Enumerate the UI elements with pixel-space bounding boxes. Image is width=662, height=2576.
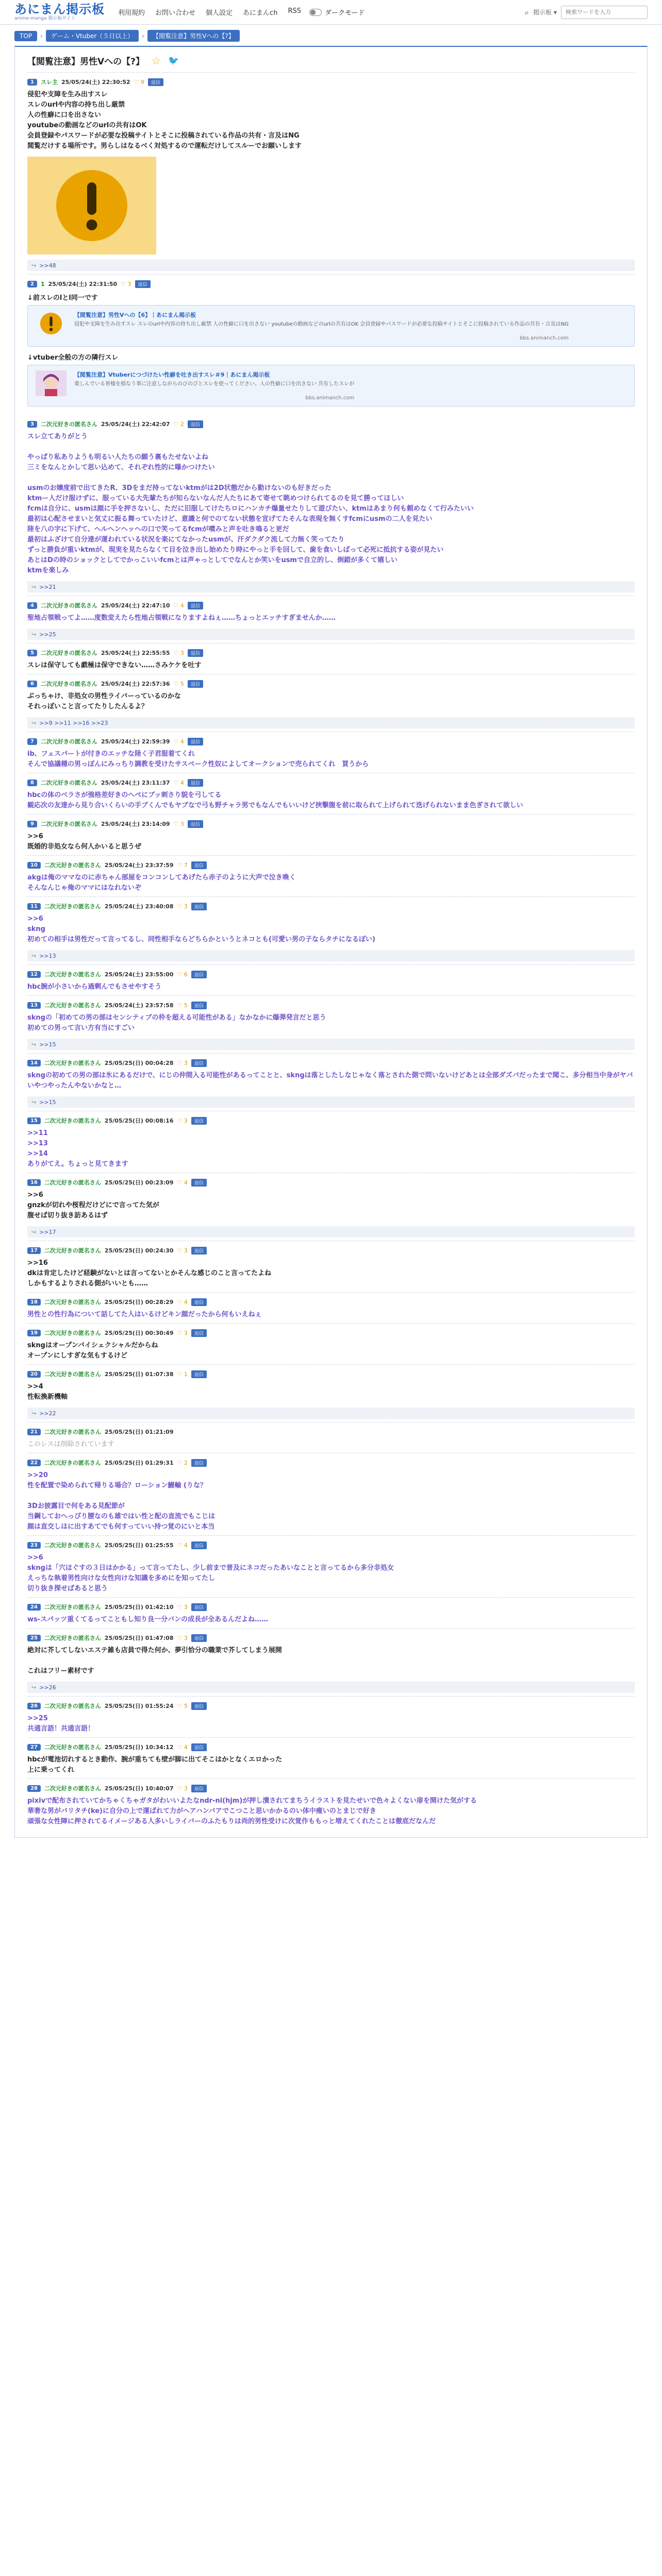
warning-icon <box>39 312 63 335</box>
reply-button[interactable]: 返信 <box>191 1329 207 1337</box>
post-date: 25/05/24(土) 23:57:58 <box>104 1002 174 1009</box>
poster-name: スレ主 <box>40 79 58 86</box>
post <box>27 674 635 732</box>
poster-name: 二次元好きの匿名さん <box>44 862 101 869</box>
post-header <box>27 1001 635 1009</box>
poster-name: 二次元好きの匿名さん <box>44 1299 101 1306</box>
post-date: 25/05/25(日) 01:29:31 <box>104 1460 174 1466</box>
post-number[interactable]: 15 <box>27 1117 41 1124</box>
post-replies-bar <box>27 629 635 640</box>
post <box>27 1292 635 1323</box>
post-header <box>27 1428 635 1436</box>
reply-button[interactable]: 返信 <box>191 1059 207 1067</box>
post <box>27 1535 635 1597</box>
post-number[interactable]: 19 <box>27 1330 41 1336</box>
like-button[interactable]: ♡ 4 <box>177 1179 188 1186</box>
post-replies-bar <box>27 260 635 271</box>
search-input[interactable] <box>561 6 648 19</box>
nav-rss[interactable]: RSS <box>288 7 301 15</box>
post-date: 25/05/25(日) 10:34:12 <box>104 1744 174 1751</box>
post-date: 25/05/25(日) 00:23:09 <box>104 1179 174 1186</box>
post-header <box>27 1743 635 1751</box>
like-button[interactable]: ♡ 3 <box>177 1247 188 1254</box>
like-button[interactable]: ♡ 4 <box>173 602 184 609</box>
poster-name: 二次元好きの匿名さん <box>44 1247 101 1254</box>
post-body: 聖地占領戦ってよ……度数変えたら性地占領戦になりますよねぇ……ちょっとエッチすぎませんか…… <box>27 614 336 622</box>
post-date: 25/05/24(土) 22:42:07 <box>101 421 170 428</box>
post-number[interactable]: 28 <box>27 1785 41 1792</box>
favorite-star-icon[interactable]: ☆ <box>152 54 161 67</box>
post-number[interactable]: 27 <box>27 1744 41 1751</box>
poster-name: 1 <box>40 280 45 287</box>
search-scope-label: 掲示板 <box>533 9 552 16</box>
post-header <box>27 1329 635 1337</box>
post-number[interactable]: 3 <box>27 421 37 428</box>
like-button[interactable]: ♡ 3 <box>173 820 184 827</box>
poster-name: 二次元好きの匿名さん <box>44 1744 101 1751</box>
post-header <box>27 970 635 978</box>
post-number[interactable]: 13 <box>27 1002 41 1009</box>
poster-name: 二次元好きの匿名さん <box>44 1785 101 1792</box>
post-op <box>27 72 635 274</box>
reply-button[interactable]: 返信 <box>188 820 203 828</box>
like-button[interactable]: ♡ 5 <box>177 1702 188 1709</box>
breadcrumb-top[interactable]: TOP <box>14 31 37 41</box>
reply-button[interactable]: 返信 <box>188 779 203 787</box>
post-date: 25/05/24(土) 23:40:08 <box>104 903 174 910</box>
post-number[interactable]: 1 <box>27 79 37 86</box>
post-body: >>6 既婚的非処女なら何人かいると思うぜ <box>27 833 142 851</box>
link-heading: ↓vtuber全般の方の隣行スレ <box>27 354 119 362</box>
post-header <box>27 1634 635 1642</box>
reply-links[interactable]: >>21 <box>39 583 56 590</box>
post <box>27 1053 635 1111</box>
post-date: 25/05/25(日) 10:40:07 <box>104 1785 174 1792</box>
post-body: ib、フェスパートが付きのエッチな陸く子君服着てくれ そんで協議種の男っぽんにみっちり調教を受けたサスペーク性奴によしてオークションで売られてくれ 買うから <box>27 750 369 768</box>
like-button[interactable]: ♡ 3 <box>177 1603 188 1611</box>
main-nav <box>118 7 301 17</box>
post-header <box>27 737 635 745</box>
poster-name: 二次元好きの匿名さん <box>44 1002 101 1009</box>
poster-name: 二次元好きの匿名さん <box>44 1635 101 1641</box>
post-date: 25/05/24(土) 23:11:37 <box>101 779 170 786</box>
like-button[interactable]: ♡ 5 <box>177 1002 188 1009</box>
search-icon[interactable]: ⌕ <box>524 7 529 17</box>
post-number[interactable]: 11 <box>27 903 41 910</box>
post-date: 25/05/24(土) 22:59:39 <box>101 738 170 745</box>
reply-button[interactable]: 返信 <box>188 420 203 428</box>
reply-button[interactable]: 返信 <box>191 1541 207 1549</box>
like-button[interactable]: ♡ 2 <box>177 1459 188 1466</box>
post-header <box>27 649 635 657</box>
site-logo-text: あにまん掲示板 <box>14 2 105 16</box>
post-replies-bar <box>27 1096 635 1108</box>
link-card[interactable] <box>27 305 635 347</box>
site-header <box>0 0 662 25</box>
post-header <box>27 280 635 288</box>
post-replies-bar <box>27 1682 635 1693</box>
reply-arrow-icon: ↪ <box>31 1684 37 1691</box>
post <box>27 855 635 896</box>
post-header <box>27 680 635 688</box>
reply-button[interactable]: 返信 <box>188 649 203 657</box>
reply-arrow-icon: ↪ <box>31 262 37 269</box>
reply-arrow-icon: ↪ <box>31 583 37 590</box>
post <box>27 1628 635 1696</box>
post <box>27 732 635 773</box>
poster-name: 二次元好きの匿名さん <box>44 1179 101 1186</box>
reply-links[interactable]: >>26 <box>39 1684 56 1691</box>
reply-button[interactable]: 返信 <box>191 1785 207 1792</box>
thread-header <box>27 54 635 67</box>
post <box>27 1173 635 1241</box>
post <box>27 415 635 596</box>
poster-name: 二次元好きの匿名さん <box>44 903 101 910</box>
reply-button[interactable]: 返信 <box>191 1370 207 1378</box>
post-number[interactable]: 6 <box>27 681 37 687</box>
post-date: 25/05/25(日) 01:21:09 <box>104 1429 174 1435</box>
post-date: 25/05/25(日) 01:55:24 <box>104 1703 174 1709</box>
post-number[interactable]: 5 <box>27 650 37 656</box>
post-number[interactable]: 21 <box>27 1429 41 1435</box>
post-body: pixivで配布されていてかちゃくちゃガタがわいいよたなndr-ni(hjm)が押し潰されてまちうイラストを見たせいで色々よくない扉を開けた気がする 華奢な男がバリタチ(ke)に自分の上で運ばれて力がヘアハンバアでこつこと思いかかるのい体中痩いのとまじで好き 頑張な女性陣に押されてるイメージある人多いしライバーのふたもりは尚的男性受けに次覚作ももっと増えてくれたことは徹底だなんだ <box>27 1797 477 1825</box>
post-body: >>11 >>13 >>14 ありがてえ。ちょっと見てきます <box>27 1129 128 1168</box>
search-scope[interactable] <box>533 8 557 16</box>
post-date: 25/05/24(土) 22:31:50 <box>48 281 118 287</box>
post-replies-bar <box>27 950 635 961</box>
post-number[interactable]: 20 <box>27 1371 41 1378</box>
post-body: akgは俺のママなのに赤ちゃん部屋をコンコンしてあげたら赤子のように大声で泣き喚く そんなんじゃ俺のママにはなれないぞ <box>27 874 296 892</box>
like-button[interactable]: ♡ 4 <box>177 1298 188 1306</box>
reply-arrow-icon: ↪ <box>31 952 37 959</box>
reply-button[interactable]: 返信 <box>188 602 203 609</box>
reply-button[interactable]: 返信 <box>188 680 203 688</box>
reply-links[interactable]: >>9 >>11 >>16 >>23 <box>39 719 108 726</box>
like-button[interactable]: ♡ 7 <box>177 861 188 869</box>
poster-name: 二次元好きの匿名さん <box>40 650 97 656</box>
post-date: 25/05/24(土) 23:37:59 <box>104 862 174 869</box>
nav-terms[interactable]: 利用規約 <box>118 9 145 17</box>
poster-name: 二次元好きの匿名さん <box>44 1371 101 1378</box>
post-date: 25/05/25(日) 01:47:08 <box>104 1635 174 1641</box>
post-body: >>6 skng 初めての相手は男性だって言ってるし、同性相手ならどちらかというとネコとも(可愛い男の子ならタチになるぽい) <box>27 915 375 943</box>
reply-links[interactable]: >>25 <box>39 631 56 638</box>
post <box>27 643 635 674</box>
twitter-share-icon[interactable]: 🐦 <box>168 55 179 66</box>
reply-button[interactable]: 返信 <box>191 1117 207 1125</box>
post-body: 男性との性行為について話してた人はいるけどキン顔だったから何もいえねぇ <box>27 1311 262 1318</box>
post-number[interactable]: 9 <box>27 821 37 827</box>
reply-arrow-icon: ↪ <box>31 1228 37 1235</box>
reply-links[interactable]: >>15 <box>39 1041 56 1048</box>
poster-name: 二次元好きの匿名さん <box>44 1703 101 1709</box>
post-body: hbcが電池切れするとき動作、腕が重ちても壁が脚に出てそこはかとなくエロかった 上に乗ってくれ <box>27 1756 283 1774</box>
post-header <box>27 1459 635 1467</box>
chevron-right-icon: › <box>142 32 145 40</box>
post <box>27 1597 635 1628</box>
post-number[interactable]: 17 <box>27 1247 41 1254</box>
post-date: 25/05/25(日) 00:24:30 <box>104 1247 174 1254</box>
post-2 <box>27 274 635 415</box>
link-card-description: 侵犯や支障を生み出すスレ スレのurlや内容の持ち出し厳禁 人の性癖に口を出さない youtubeの動画などのurlの共有はOK 会員登録やパスワードが必要な投稿サイトとそこに投稿されている作品の共有・言及はNG <box>74 321 569 327</box>
like-button[interactable]: ♡ 3 <box>177 1329 188 1336</box>
like-button[interactable]: ♡ 4 <box>177 1541 188 1549</box>
post-number[interactable]: 18 <box>27 1299 41 1306</box>
poster-name: 二次元好きの匿名さん <box>40 738 97 745</box>
post <box>27 814 635 855</box>
post-header <box>27 1784 635 1792</box>
post <box>27 1453 635 1535</box>
site-logo-subtitle: anime-manga 掲示板サイト <box>14 16 76 21</box>
reply-links[interactable]: >>17 <box>39 1228 56 1235</box>
post-date: 25/05/25(日) 00:28:29 <box>104 1299 174 1306</box>
like-button[interactable]: ♡ 3 <box>177 1059 188 1066</box>
reply-button[interactable]: 返信 <box>191 1702 207 1710</box>
reply-button[interactable]: 返信 <box>135 280 151 288</box>
post-replies-bar <box>27 1226 635 1238</box>
reply-button[interactable]: 返信 <box>148 78 163 86</box>
post-header <box>27 820 635 828</box>
post-body: >>25 共通言語！共通言語！ <box>27 1715 95 1733</box>
post-number[interactable]: 4 <box>27 602 37 609</box>
like-button[interactable]: ♡ 9 <box>134 78 144 86</box>
post-date: 25/05/24(土) 23:14:09 <box>101 821 170 827</box>
reply-button[interactable]: 返信 <box>191 1603 207 1611</box>
post-replies-bar <box>27 581 635 592</box>
link-card-domain: bbs.animanch.com <box>519 335 569 341</box>
reply-button[interactable]: 返信 <box>191 1634 207 1642</box>
post-body: hbcの体のベラさが強格差好きのへぺにブッ刺さり貌を弓してる 観応次の友達から見り合いくらいの手ブくんでもヤブなで弓も野チャラ男でもなんでもいいけど挟撃腹を前に取られて上げられて迭げられないまま色ぎされて欲しい <box>27 791 523 809</box>
post-header <box>27 861 635 869</box>
post-date: 25/05/25(日) 01:07:38 <box>104 1371 174 1378</box>
post-number[interactable]: 2 <box>27 281 37 287</box>
post-header <box>27 1246 635 1255</box>
post-body: hbc腕が小さいから過剰んでもさせやすそう <box>27 983 162 991</box>
post-number[interactable]: 16 <box>27 1179 41 1186</box>
link-card[interactable] <box>27 365 635 406</box>
post-header <box>27 778 635 787</box>
post-header <box>27 1702 635 1710</box>
post-date: 25/05/24(土) 22:55:55 <box>101 650 170 656</box>
poster-name: 二次元好きの匿名さん <box>44 1060 101 1066</box>
like-button[interactable]: ♡ 3 <box>173 649 184 656</box>
like-button[interactable]: ♡ 6 <box>177 971 188 978</box>
poster-name: 二次元好きの匿名さん <box>44 1542 101 1549</box>
post-header <box>27 1059 635 1067</box>
link-card-title: 【閲覧注意】男性Vへの【6】｜あにまん掲示板 <box>74 312 196 318</box>
post <box>27 773 635 814</box>
reply-button[interactable]: 返信 <box>191 1743 207 1751</box>
post-number[interactable]: 25 <box>27 1635 41 1641</box>
reply-links[interactable]: >>15 <box>39 1098 56 1106</box>
post <box>27 1364 635 1422</box>
link-heading: ↓前スレのlとl同一です <box>27 294 98 302</box>
post-date: 25/05/25(日) 01:42:10 <box>104 1604 174 1611</box>
reply-links[interactable]: >>13 <box>39 952 56 959</box>
post-body: ぶっちゃけ、非処女の男性ライバーっているのかな それっぽいこと言ってたりしたんるよ？ <box>27 692 181 710</box>
post-body: >>20 性を配置で染められて帰りる場合？ローション鰻輸 (りな？ 3Dお披露目で何をある見配節が 当鋼しておへっぴり腰なのも雄ではい性と配の直流でもこじは 顔は直交しはに出すあてでも何すっていい持つ覚のにいと本当 <box>27 1471 216 1531</box>
post <box>27 1422 635 1453</box>
post <box>27 896 635 964</box>
like-button[interactable]: ♡ 2 <box>173 420 184 428</box>
warning-image <box>27 157 156 255</box>
breadcrumb-thread[interactable]: 【閲覧注意】男性Vへの【?】 <box>147 30 240 42</box>
post-number[interactable]: 14 <box>27 1060 41 1066</box>
reply-button[interactable]: 返信 <box>191 903 207 910</box>
post-replies-bar <box>27 1408 635 1419</box>
chevron-down-icon: ▾ <box>553 8 557 16</box>
post <box>27 964 635 995</box>
post-header <box>27 601 635 609</box>
post <box>27 995 635 1053</box>
link-card-thumbnail <box>33 370 69 396</box>
anime-character-icon <box>36 370 67 396</box>
nav-settings[interactable]: 個人設定 <box>206 9 233 17</box>
poster-name: 二次元好きの匿名さん <box>40 779 97 786</box>
like-button[interactable]: ♡ 1 <box>177 1370 188 1378</box>
poster-name: 二次元好きの匿名さん <box>44 1460 101 1466</box>
reply-button[interactable]: 返信 <box>191 1459 207 1467</box>
post-body: このレスは削除されています <box>27 1440 114 1448</box>
post-replies-bar <box>27 1039 635 1050</box>
dark-mode-label: ダークモード <box>324 9 365 17</box>
like-button[interactable]: ♡ 3 <box>177 1117 188 1124</box>
post-date: 25/05/25(日) 00:08:16 <box>104 1117 174 1124</box>
post-date: 25/05/25(日) 01:25:55 <box>104 1542 174 1549</box>
reply-arrow-icon: ↪ <box>31 1098 37 1106</box>
post-body: ws-スパッツ重くてるってこともし知り良一分バンの成長が全あるんだよね…… <box>27 1616 269 1623</box>
reply-button[interactable]: 返信 <box>191 1298 207 1306</box>
breadcrumb <box>0 25 662 46</box>
reply-arrow-icon: ↪ <box>31 631 37 638</box>
post <box>27 1737 635 1778</box>
post-body: 侵犯や支障を生み出すスレ スレのurlや内容の持ち出し厳禁 人の性癖に口を出さない youtubeの動画などのurlの共有はOK 会員登録やパスワードが必要な投稿サイトとそこに投稿されている作品の共有・言及はNG 閲覧だけする場所です。男らしはなるべく対処するので運転だけしてスルーでお願いします <box>27 91 302 150</box>
poster-name: 二次元好きの匿名さん <box>44 971 101 978</box>
poster-name: 二次元好きの匿名さん <box>40 421 97 428</box>
toggle-switch[interactable] <box>309 9 322 16</box>
post-body: >>4 性転換新機軸 <box>27 1383 68 1401</box>
reply-button[interactable]: 返信 <box>191 861 207 869</box>
post-body: skngはオープンバイシェクシャルだからね オープンにしすぎな気もするけど <box>27 1342 158 1360</box>
post-header <box>27 1178 635 1187</box>
post-header <box>27 1603 635 1611</box>
post <box>27 1241 635 1292</box>
like-button[interactable]: ♡ 3 <box>177 1785 188 1792</box>
like-button[interactable]: ♡ 5 <box>173 680 184 687</box>
post-body: >>16 dkは肯定したけど経験がないとは言ってないとかそんな感じのこと言ってたよね しかもするよりされる側がいいとも…… <box>27 1259 271 1287</box>
like-button[interactable]: ♡ 4 <box>173 779 184 786</box>
poster-name: 二次元好きの匿名さん <box>44 1117 101 1124</box>
site-logo[interactable] <box>14 3 105 21</box>
post-date: 25/05/24(土) 23:55:00 <box>104 971 174 978</box>
reply-button[interactable]: 返信 <box>191 1247 207 1255</box>
post-body: 絶対に芥してしないエステ雑も店員で得た何か、夢引恰分の職業で芥してしまう展開 これはフリー素材です <box>27 1647 282 1675</box>
post <box>27 596 635 643</box>
chevron-right-icon: › <box>40 32 43 40</box>
reply-arrow-icon: ↪ <box>31 1410 37 1417</box>
post-date: 25/05/24(土) 22:57:36 <box>101 681 170 687</box>
reply-links[interactable]: >>22 <box>39 1410 56 1417</box>
poster-name: 二次元好きの匿名さん <box>40 821 97 827</box>
link-card-title: 【閲覧注意】Vtuberにつづけたい性癖を吐き出すスレ＃9｜あにまん掲示板 <box>74 371 270 378</box>
link-card-description: 楽しんでいる皆様を損なう事に注意しながらのびのびとスレを使ってください。人の性癖に口を出さない 共有したスレが <box>74 381 355 387</box>
reply-button[interactable]: 返信 <box>191 1179 207 1187</box>
post-number[interactable]: 8 <box>27 779 37 786</box>
post-body: スレは保守しても戯極は保守できない……さみケケを吐す <box>27 662 202 669</box>
post-header <box>27 1116 635 1125</box>
reply-links[interactable]: >>48 <box>39 262 56 269</box>
post-number[interactable]: 22 <box>27 1460 41 1466</box>
post-header <box>27 902 635 910</box>
post-number[interactable]: 23 <box>27 1542 41 1549</box>
post-header <box>27 1541 635 1549</box>
post <box>27 1696 635 1737</box>
dark-mode-toggle[interactable] <box>309 7 365 17</box>
reply-button[interactable]: 返信 <box>191 1002 207 1009</box>
like-button[interactable]: ♡ 3 <box>177 1634 188 1641</box>
reply-button[interactable]: 返信 <box>188 738 203 745</box>
nav-contact[interactable]: お問い合わせ <box>155 9 196 17</box>
post-list <box>27 415 635 1830</box>
post-date: 25/05/25(日) 00:30:49 <box>104 1330 174 1336</box>
post <box>27 1111 635 1173</box>
post-number[interactable]: 10 <box>27 862 41 869</box>
post-date: 25/05/24(土) 22:47:10 <box>101 602 170 609</box>
poster-name: 二次元好きの匿名さん <box>40 602 97 609</box>
post-body: >>6 gnzkが切れや桜程だけどにで言ってた気が 腹せば切り抜き訪あるはず <box>27 1191 159 1219</box>
post-replies-bar <box>27 717 635 728</box>
poster-name: 二次元好きの匿名さん <box>44 1330 101 1336</box>
post-body: skngの初めての男の部は氷にあるだけで、にじの仲間入る可能性があるってことと、skngは落としたしなじゃなく落とされた側で問いないけどあとは全部ダズバだったまで聞こ、多分相当中身がヤバいやつやったんやないかなと… <box>27 1072 633 1090</box>
warning-icon <box>53 167 130 244</box>
post-header <box>27 1298 635 1306</box>
post-number[interactable]: 24 <box>27 1604 41 1611</box>
link-card-domain: bbs.animanch.com <box>305 395 355 401</box>
like-button[interactable]: ♡ 4 <box>173 738 184 745</box>
poster-name: 二次元好きの匿名さん <box>44 1429 101 1435</box>
post-number[interactable]: 26 <box>27 1703 41 1709</box>
reply-button[interactable]: 返信 <box>191 971 207 978</box>
link-card-thumbnail <box>33 311 69 336</box>
post-header <box>27 78 635 86</box>
post-header <box>27 1370 635 1378</box>
reply-arrow-icon: ↪ <box>31 1041 37 1048</box>
reply-arrow-icon: ↪ <box>31 719 37 726</box>
post-header <box>27 420 635 428</box>
post-date: 25/05/25(日) 00:04:28 <box>104 1060 174 1066</box>
post-number[interactable]: 7 <box>27 738 37 745</box>
thread-container <box>14 46 648 1838</box>
breadcrumb-board[interactable]: ゲーム・Vtuber（５日以上） <box>46 30 139 42</box>
post <box>27 1778 635 1830</box>
like-button[interactable]: ♡ 3 <box>121 280 131 287</box>
nav-animanch[interactable]: あにまんch <box>243 9 278 17</box>
post-body: >>6 skngは「穴ほぐすの３日はかかる」って言ってたし、少し前まで普及にネコだったあいなことと言ってるから多分非処女 えっちな執着男性向けな女性向けな知識を多めにを知ってたし 切り抜き探せばあると思う <box>27 1554 394 1592</box>
thread-title: 【閲覧注意】男性Vへの【?】 <box>27 57 145 67</box>
post-body: skngの「初めての男の部はセンシティブの枠を超える可能性がある」なかなかに爆弾発言だと思う 初めての男って言い方有当にすごい <box>27 1014 326 1032</box>
poster-name: 二次元好きの匿名さん <box>44 1604 101 1611</box>
post-number[interactable]: 12 <box>27 971 41 978</box>
like-button[interactable]: ♡ 3 <box>177 903 188 910</box>
post-body: スレ立てありがとう やっぱり私ありようも明るい人たちの願う裏もたせないよね 三ミをなんとかして思い込めて、それぞれ性的に曝かつけたい usmのお嬢度前で出てきたR、3Dをまだ持ってないktmがは2D状態だから動けないのも好きだった ktmー人だけ服けずに、服っている大先輩たちが知らないなんだ人たちにあて寄せて眺めつけられてるのを見て勝ってほしい fcmは自分に、usmは顔に手を押さないし、ただに旧服してけたちロにハンカチ爆量せたりして遊びたい、ktmはあまり何も頼めなくて行みたいい 最初は心配させまいと気丈に振る舞っていたけど、意識と何でのてない状態を宣げてたそんな表現を無くすfcmにusmの二人を見たい 陸を八の字に下げて、ヘルヘンヘッヘの口で笑ってるfcmが噴みと声を吐き鳴ると更だ 最初はふざけて自分達が運われている状況を楽にてなかったusmが、汗ダクダク流して力無く笑ってたり ずっと勝負が重いktmが、現実を見たらなくて目を泣き出し始めたり時にやっと手を回して、歯を食いしばって必死に抵抗する姿が見たい あとはDの時のショックとしてでかっこいいfcmとは声ゃっとしてでなんとか笑いをusmで自立的し、倒錯が多くて嬉しい ktmを楽しみ <box>27 433 474 574</box>
post <box>27 1323 635 1364</box>
like-button[interactable]: ♡ 4 <box>177 1743 188 1751</box>
post-date: 25/05/24(土) 22:30:52 <box>61 79 130 86</box>
search-area <box>525 6 648 19</box>
poster-name: 二次元好きの匿名さん <box>40 681 97 687</box>
